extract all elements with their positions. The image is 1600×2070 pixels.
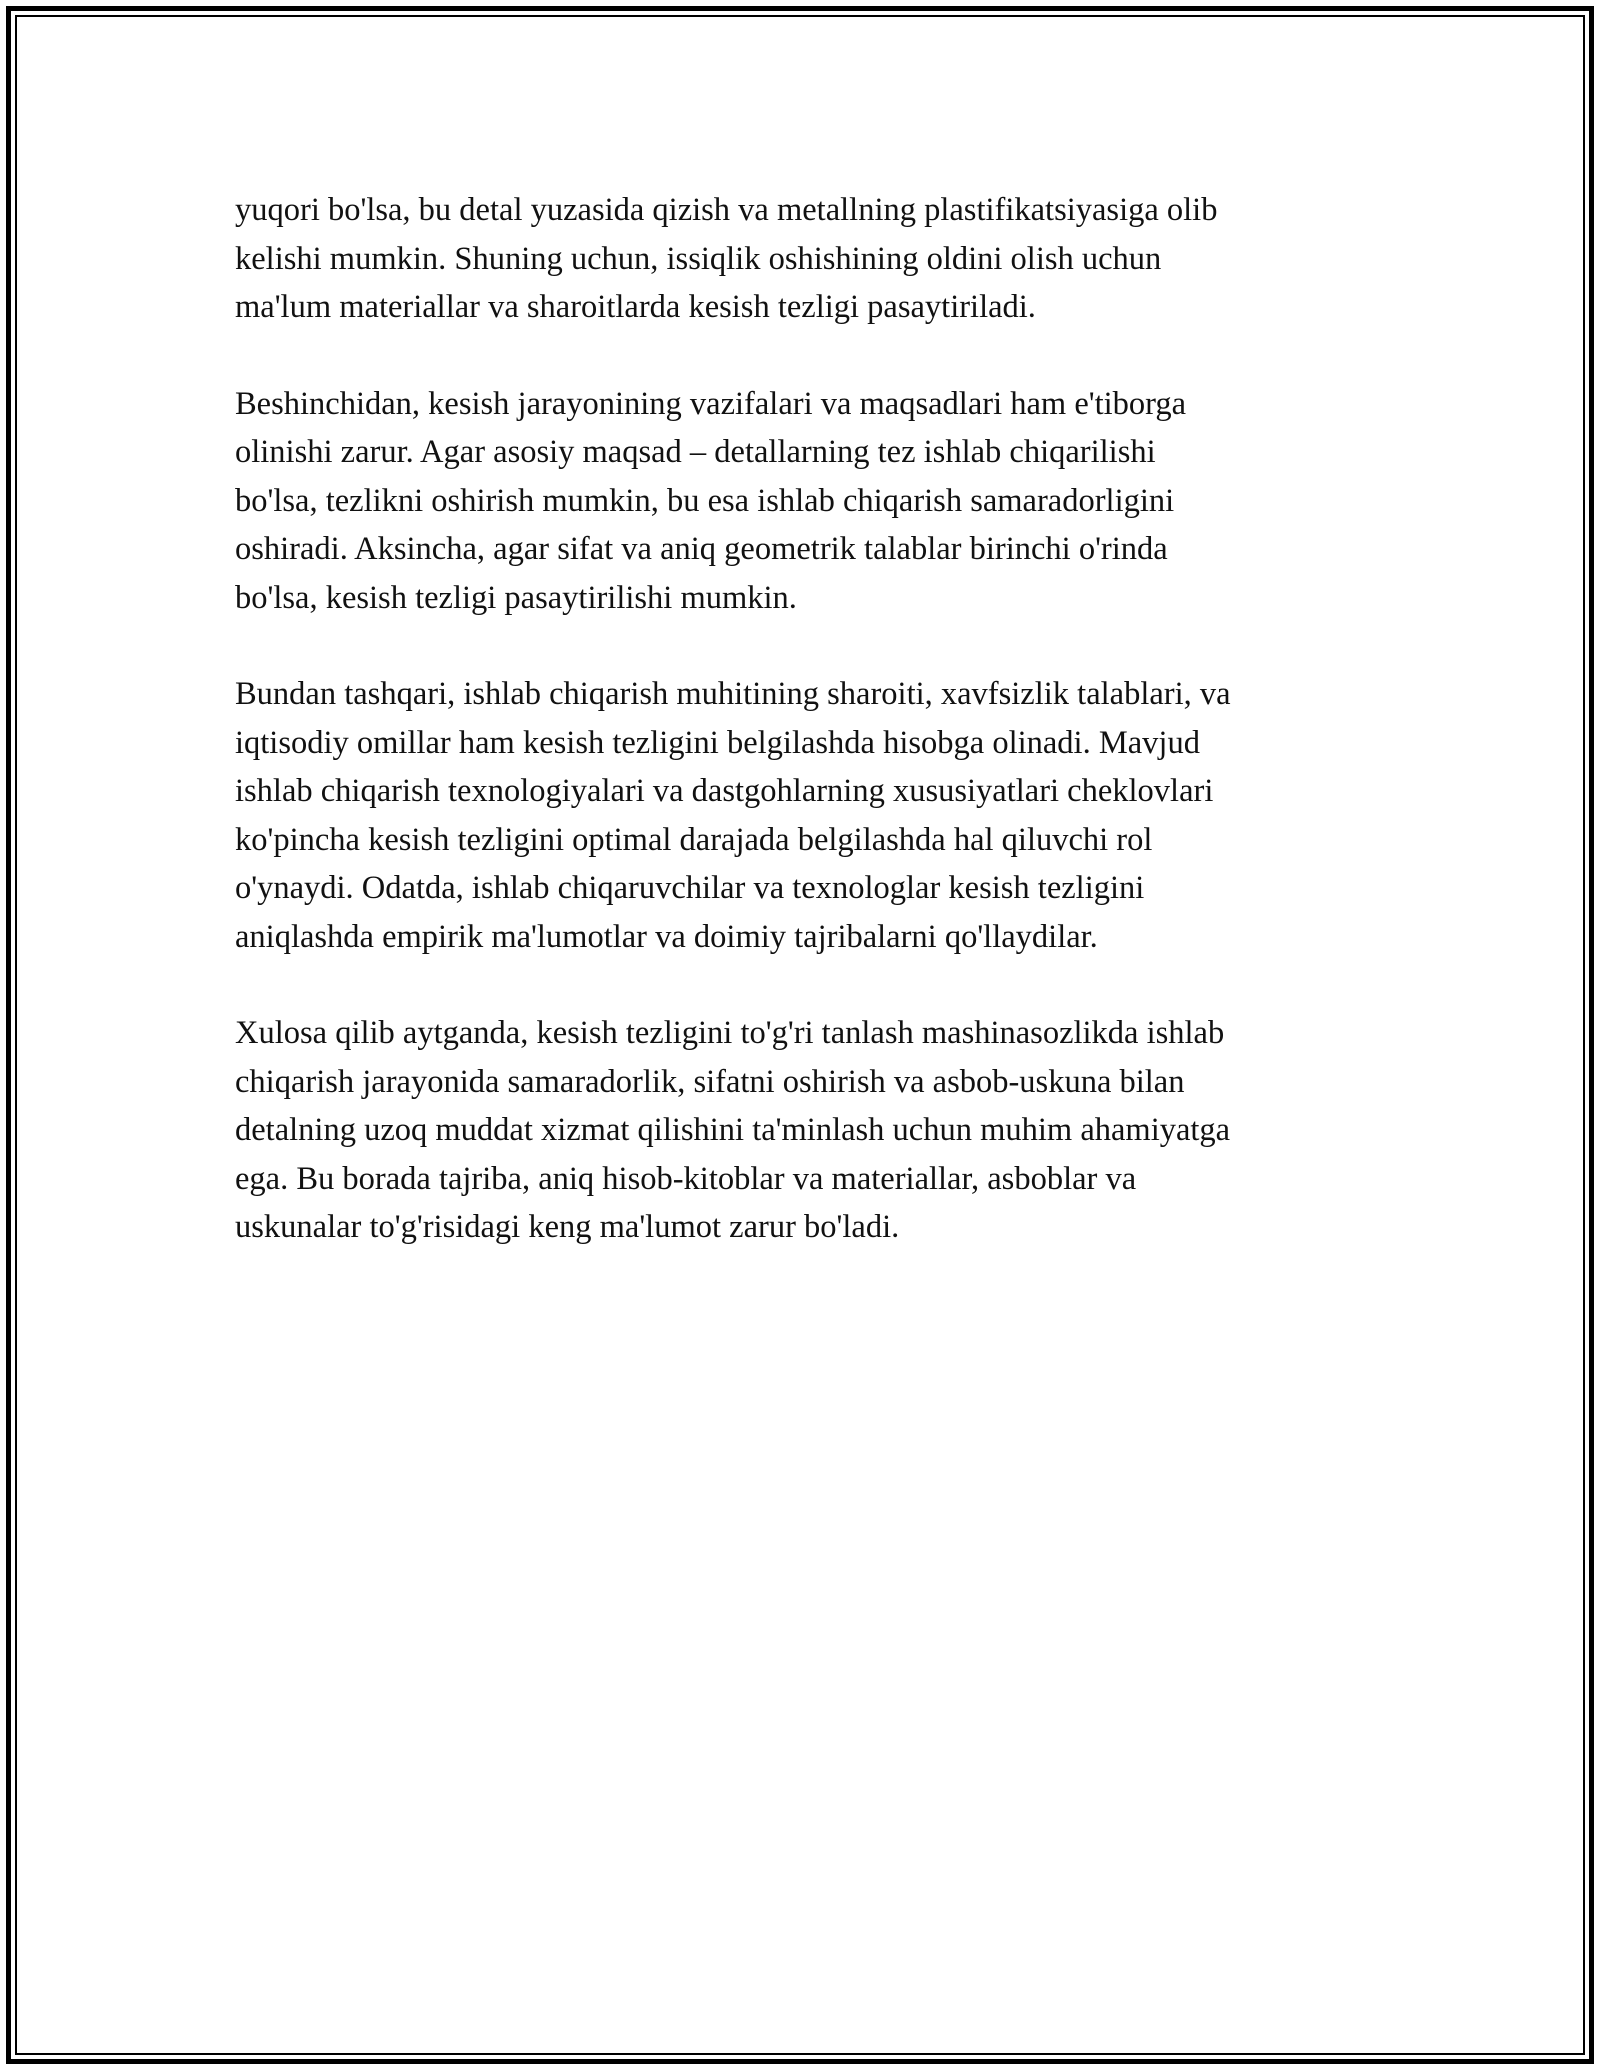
paragraph-2: Beshinchidan, kesish jarayonining vazifalari va maqsadlari ham e'tiborga olinishi zarur. Agar asosiy maqsad – detallarning tez ishlab chiqarilishi bo'lsa, tezlikni oshirish mumkin, bu esa ishlab chiqarish samaradorligini oshiradi. Aksincha, agar sifat va aniq geometrik talablar birinchi o'rinda bo'lsa, kesish tezligi pasaytirilishi mumkin. <box>235 385 1187 616</box>
paragraph-3: Bundan tashqari, ishlab chiqarish muhitining sharoiti, xavfsizlik talablari, va iqtisodiy omillar ham kesish tezligini belgilashda hisobga olinadi. Mavjud ishlab chiqarish texnologiyalari va dastgohlarning xususiyatlari cheklovlari ko'pincha kesish tezligini optimal darajada belgilashda hal qiluvchi rol o'ynaydi. Odatda, ishlab chiqaruvchilar va texnologlar kesish tezligini aniqlashda empirik ma'lumotlar va doimiy tajribalarni qo'llaydilar. <box>235 676 1231 955</box>
paragraph-4: Xulosa qilib aytganda, kesish tezligini to'g'ri tanlash mashinasozlikda ishlab chiqarish jarayonida samaradorlik, sifatni oshirish va asbob-uskuna bilan detalning uzoq muddat xizmat qilishini ta'minlash uchun muhim ahamiyatga ega. Bu borada tajriba, aniq hisob-kitoblar va materiallar, asboblar va uskunalar to'g'risidagi keng ma'lumot zarur bo'ladi. <box>235 1015 1231 1245</box>
paragraph-1: yuqori bo'lsa, bu detal yuzasida qizish va metallning plastifikatsiyasiga olib kelishi mumkin. Shuning uchun, issiqlik oshishining oldini olish uchun ma'lum materiallar va sharoitlarda kesish tezligi pasaytiriladi. <box>235 192 1218 325</box>
document-body <box>235 186 1375 1300</box>
